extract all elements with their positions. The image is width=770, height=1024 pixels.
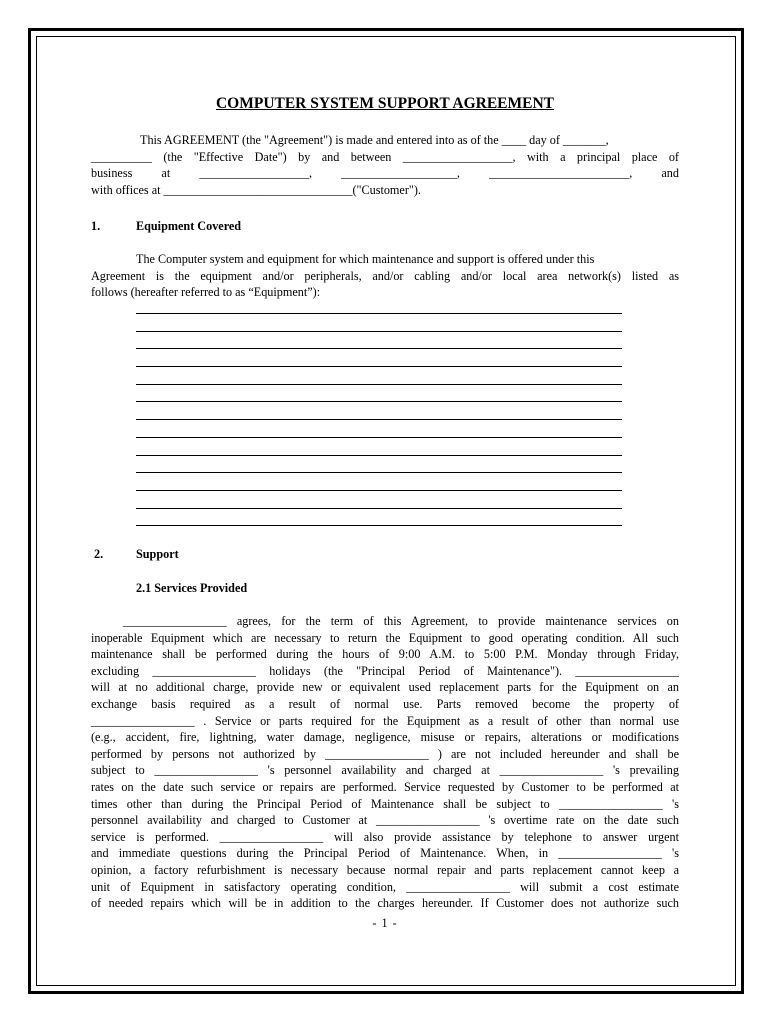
page-number: - 1 - [372, 916, 398, 930]
document-title-text: COMPUTER SYSTEM SUPPORT AGREEMENT [215, 95, 555, 112]
equipment-blank-line [136, 384, 622, 385]
section-2-line: excluding _________________ holidays (the "Principal Period of Maintenance"). _________________ [91, 663, 679, 678]
intro-paragraph [91, 132, 679, 198]
intro-line: with offices at _______________________________("Customer"). [91, 182, 421, 197]
equipment-blank-line [136, 401, 622, 402]
section-2-line: service is performed. _________________ will also provide assistance by telephone to answer urgent [91, 829, 679, 844]
equipment-blank-line [136, 419, 622, 420]
section-2-line: rates on the date such service or repairs are performed. Service requested by Customer to be performed at [91, 779, 679, 794]
section-2-line: subject to _________________ 's personnel availability and charged at _________________ 's prevailing [91, 763, 679, 778]
section-2-line: _________________ agrees, for the term of this Agreement, to provide maintenance services on [123, 614, 679, 628]
section-1-line: follows (hereafter referred to as “Equipment”): [91, 285, 321, 300]
section-2-line: maintenance shall be performed during the hours of 9:00 A.M. to 5:00 P.M. Monday through Friday, [91, 647, 679, 662]
section-2-line: inoperable Equipment which are necessary to return the Equipment to good operating condition. All such [91, 630, 679, 645]
section-2-heading: Support [136, 547, 179, 561]
equipment-blank-line [136, 331, 622, 332]
document-title [0, 95, 770, 113]
section-2-line: unit of Equipment in satisfactory operating condition, _________________ will submit a cost estimate [91, 879, 679, 894]
section-2-line: personnel availability and charged to Customer at _________________ 's overtime rate on the date such [91, 813, 679, 828]
section-2-line: times other than during the Principal Period of Maintenance shall be subject to _________________ 's [91, 796, 679, 811]
equipment-blank-line [136, 472, 622, 473]
section-2-line: of needed repairs which will be in addition to the charges hereunder. If Customer does not authorize such [91, 896, 679, 911]
section-2-line: will at no additional charge, provide new or equivalent used replacement parts for the Equipment on an [91, 680, 679, 695]
section-1-line: The Computer system and equipment for which maintenance and support is offered under this [136, 252, 595, 266]
section-2-paragraph [91, 613, 679, 912]
section-2-1-heading: 2.1 Services Provided [136, 581, 248, 595]
section-2-number: 2. [94, 547, 104, 561]
section-2-line: and immediate questions during the Principal Period of Maintenance. When, in _________________ 's [91, 846, 679, 861]
section-2-line: performed by persons not authorized by _________________ ) are not included hereunder and shall be [91, 746, 679, 761]
equipment-blank-line [136, 313, 622, 314]
intro-line: __________ (the "Effective Date") by and between __________________, with a principal place of [91, 149, 679, 164]
intro-line: This AGREEMENT (the "Agreement") is made and entered into as of the ____ day of _______, [140, 133, 609, 147]
section-2-line: exchange basis required as a result of normal use. Parts removed become the property of [91, 696, 679, 711]
equipment-blank-line [136, 508, 622, 509]
section-2-line: (e.g., accident, fire, lightning, water damage, negligence, misuse or repairs, alterations or modifications [91, 730, 679, 745]
equipment-blank-line [136, 455, 622, 456]
section-1-heading: Equipment Covered [136, 219, 242, 233]
equipment-list-blank-lines [136, 313, 622, 543]
equipment-blank-line [136, 437, 622, 438]
equipment-blank-line [136, 366, 622, 367]
equipment-blank-line [136, 525, 622, 526]
section-1-number: 1. [91, 219, 101, 233]
section-2-line: _________________ . Service or parts required for the Equipment as a result of other than normal use [91, 713, 679, 728]
section-1-paragraph [91, 251, 679, 301]
section-1-line: Agreement is the equipment and/or peripherals, and/or cabling and/or local area network(s) listed as [91, 268, 679, 283]
equipment-blank-line [136, 490, 622, 491]
section-2-line: opinion, a factory refurbishment is necessary because normal repair and parts replacement cannot keep a [91, 862, 679, 877]
equipment-blank-line [136, 348, 622, 349]
intro-line: business at __________________, ___________________, _______________________, and [91, 166, 679, 181]
